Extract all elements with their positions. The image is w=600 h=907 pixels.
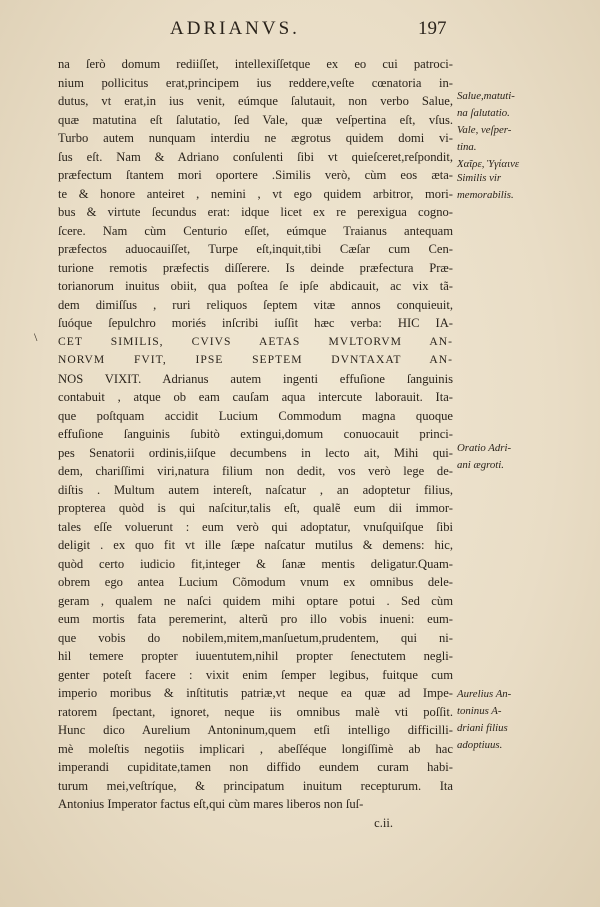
text-line: NOS VIXIT. Adrianus autem ingenti effuſione ſanguinis — [58, 371, 453, 386]
text-line: geram , qualem ne naſci quidem mihi optare potui . Sed cùm — [58, 593, 453, 608]
text-line: hil temere propter iuuentutem,nihil propter ſenectutem negli- — [58, 649, 453, 663]
sidenote-line: adoptiuus. — [457, 739, 503, 751]
text-line: præfectos aduocauiſſet, Turpe eſt,inquit,tibi Cæſar cum Cen- — [58, 242, 453, 256]
text-line: eum mortis fata peremerint, alterũ pro illo vobis inueni: eum- — [58, 612, 453, 626]
text-line: ſcere. Nam cùm Centurio eſſet, eúmque Traianus antequam — [58, 223, 453, 238]
text-line: NORVM FVIT, IPSE SEPTEM DVNTAXAT AN- — [58, 353, 453, 366]
body-text — [58, 55, 453, 832]
text-line: quæ matutina eſt ſalutatio, ſed Vale, quæ veſpertina eſt, vſus. — [58, 112, 453, 127]
text-line: Antonius Imperator factus eſt,qui cùm mares liberos non ſuſ- — [58, 797, 364, 811]
sidenote-line: ani ægroti. — [457, 459, 504, 471]
text-line: que vobis do nobilem,mitem,manſuetum,prudentem, qui ni- — [58, 630, 453, 645]
page-number: 197 — [418, 18, 447, 39]
text-line: te & honore anteiret , nemini , vt ego quidem arbitror, mori- — [58, 186, 453, 201]
text-line: turione remotis præfectis diſſerere. Is deinde præfectura Præ- — [58, 260, 453, 275]
text-line: bus & virtute ſecundus erat: idque licet ex re perexigua cogno- — [58, 205, 453, 219]
text-line: obrem ego antea Lucium Cõmodum vnum ex omnibus dele- — [58, 575, 453, 589]
text-line: ſus eſt. Nam & Adriano conſulenti ſibi vt quieſceret,reſpondit, — [58, 149, 453, 164]
text-line: propterea quòd is qui naſcitur,talis eſt, qualẽ eum dii immor- — [58, 501, 453, 515]
sidenote-line: toninus A- — [457, 705, 502, 717]
margin-mark: \ — [34, 330, 38, 344]
text-line: pes Senatorii ordinis,iiſque decumbens in lecto ait, Mihi qui- — [58, 445, 453, 460]
text-line: que poſtquam accidit Lucium Commodum magna quoque — [58, 408, 453, 423]
text-line: dutus, vt erat,in ius venit, eúmque ſalutauit, non verbo Salue, — [58, 94, 453, 108]
sidenote-similis — [457, 170, 592, 204]
text-line: præfectum ſtantem mori oportere .Similis verò, cùm eos æta- — [58, 168, 453, 182]
sidenote-line: tina. — [457, 141, 477, 153]
text-line: contabuit , atque ob eam cauſam aqua intercute laborauit. Ita- — [58, 390, 453, 404]
sidenote-line: memorabilis. — [457, 189, 514, 201]
sidenote-oratio — [457, 440, 592, 474]
sidenote-line: driani filius — [457, 722, 508, 734]
sidenote-line: Similis vir — [457, 172, 502, 184]
sidenote-line: Oratio Adri- — [457, 442, 512, 454]
text-line: dem, chariſſimi viri,natura filium non dedit, vos verò lege de- — [58, 464, 453, 478]
signature-mark: c.ii. — [374, 815, 393, 830]
text-line: deligit . ex quo fit vt ille ſæpe naſcatur mutilus & demens: hic, — [58, 538, 453, 552]
text-line: effuſione ſanguinis ſubitò extingui,domum conuocauit princi- — [58, 427, 453, 441]
text-line: turum mei,veſtríque, & principatum inuitum recepturum. Ita — [58, 778, 453, 793]
text-line: Hunc dico Aurelium Antoninum,quem etſi intelligo difficilli- — [58, 723, 453, 737]
sidenote-line: Salue,matuti- — [457, 90, 515, 102]
sidenote-line: Χαῖρε, Ὑγίαινε — [457, 158, 520, 170]
text-line: quòd certo iudicio fit,integer & ſanæ mentis deligatur.Quam- — [58, 556, 453, 571]
text-line: torianorum inuitus obiit, qua poſtea ſe ipſe abdicauit, ac vix tã- — [58, 279, 453, 293]
text-line: ſuóque ſepulchro moriés inſcribi iuſſit hæc verba: HIC IA- — [58, 316, 453, 330]
text-line: imperandi cupiditate,tamen non diffido eundem curam habi- — [58, 760, 453, 774]
sidenote-line: Vale, veſper- — [457, 124, 512, 136]
running-header: ADRIANVS. — [170, 18, 300, 39]
sidenote-salutation — [457, 88, 592, 173]
text-line: nium pollicitus erat,principem ius reddere,veſte cœnatoria in- — [58, 75, 453, 90]
text-line: na ſerò domum rediiſſet, intellexiſſetque ex eo cui patroci- — [58, 57, 453, 71]
text-line: diſtis . Multum autem intereſt, naſcatur , an adoptetur filius, — [58, 482, 453, 497]
text-line: CET SIMILIS, CVIVS AETAS MVLTORVM AN- — [58, 334, 453, 348]
text-line: tales eſſe voluerunt : eum verò qui adoptatur, vnuſquiſque ſibi — [58, 519, 453, 534]
sidenote-line: Aurelius An- — [457, 688, 512, 700]
text-line: genter poteſt facere : vixit enim ſemper legibus, fuitque cum — [58, 667, 453, 682]
text-line: mè moleſtis negotiis implicari , abeſſéque longiſſimè ab hac — [58, 741, 453, 756]
text-line: ratorem ſpectant, ignoret, neque iis omnibus malè vti poſſit. — [58, 704, 453, 719]
sidenote-aurelius — [457, 686, 592, 754]
text-line: dem dimiſſus , ruri reliquos ſeptem vitæ annos conquieuit, — [58, 297, 453, 312]
text-line: imperio moribus & inſtitutis patriæ,vt neque ea quæ ad Impe- — [58, 686, 453, 700]
sidenote-line: na ſalutatio. — [457, 107, 510, 119]
text-line: Turbo autem nunquam interdiu ne ægrotus quidem domi vi- — [58, 131, 453, 145]
